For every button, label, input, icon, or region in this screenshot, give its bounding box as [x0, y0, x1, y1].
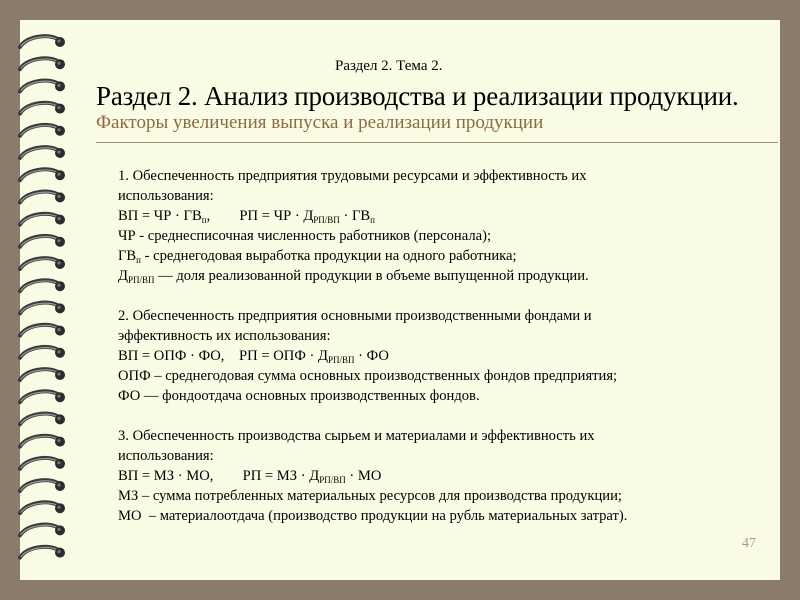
block1-heading-line2: использования: — [118, 188, 214, 204]
spiral-binding — [6, 20, 76, 580]
block1-definition-2 — [118, 246, 758, 266]
block3-heading-line1: 3. Обеспеченность производства сырьем и материалами и эффективность их — [118, 428, 595, 444]
formula-part: ВП = ОПФ · ФО, РП = ОПФ · Д — [118, 348, 328, 364]
block2-formula — [118, 346, 758, 366]
formula-subscript: РП/ВП — [319, 475, 346, 485]
page-title: Раздел 2. Анализ производства и реализации продукции. — [96, 81, 739, 111]
formula-subscript: п — [370, 215, 375, 225]
block3-heading-line2: использования: — [118, 448, 214, 464]
block2-definition-1: ОПФ – среднегодовая сумма основных производственных фондов предприятия; — [118, 368, 618, 384]
definition-text: — доля реализованной продукции в объеме выпущенной продукции. — [154, 268, 589, 284]
block-spacer — [118, 406, 758, 426]
formula-part: · ГВ — [339, 208, 371, 224]
definition-term: ГВ — [118, 248, 137, 264]
page-subtitle: Факторы увеличения выпуска и реализации продукции — [96, 112, 544, 133]
section-label: Раздел 2. Тема 2. — [335, 58, 443, 74]
formula-subscript: п — [201, 215, 207, 225]
block3-definition-2: МО – материалоотдача (производство продукции на рубль материальных затрат). — [118, 508, 628, 524]
title-divider — [96, 142, 778, 143]
formula-part: ВП = МЗ · МО, РП = МЗ · Д — [118, 468, 320, 484]
block2-definition-2: ФО — фондоотдача основных производственных фондов. — [118, 388, 480, 404]
definition-subscript: п — [136, 255, 141, 265]
definition-text: - среднегодовая выработка продукции на одного работника; — [141, 248, 517, 264]
block1-heading-line1: 1. Обеспеченность предприятия трудовыми ресурсами и эффективность их — [118, 168, 587, 184]
block3-definition-1: МЗ – сумма потребленных материальных ресурсов для производства продукции; — [118, 488, 622, 504]
block1-formula — [118, 206, 758, 226]
formula-subscript: РП/ВП — [313, 215, 340, 225]
formula-part: ВП = ЧР · ГВ — [118, 208, 202, 224]
block3-formula — [118, 466, 758, 486]
block-spacer — [118, 286, 758, 306]
content-body — [118, 166, 758, 526]
formula-part: , РП = ЧР · Д — [206, 208, 314, 224]
definition-subscript: РП/ВП — [127, 275, 155, 285]
block1-definition-1: ЧР - среднесписочная численность работников (персонала); — [118, 228, 491, 244]
formula-subscript: РП/ВП — [327, 355, 355, 365]
block2-heading-line2: эффективность их использования: — [118, 328, 331, 344]
formula-part: · МО — [345, 468, 382, 484]
block2-heading-line1: 2. Обеспеченность предприятия основными производственными фондами и — [118, 308, 592, 324]
page-number: 47 — [742, 536, 756, 551]
definition-term: Д — [118, 268, 128, 284]
block1-definition-3 — [118, 266, 758, 286]
formula-part: · ФО — [354, 348, 389, 364]
